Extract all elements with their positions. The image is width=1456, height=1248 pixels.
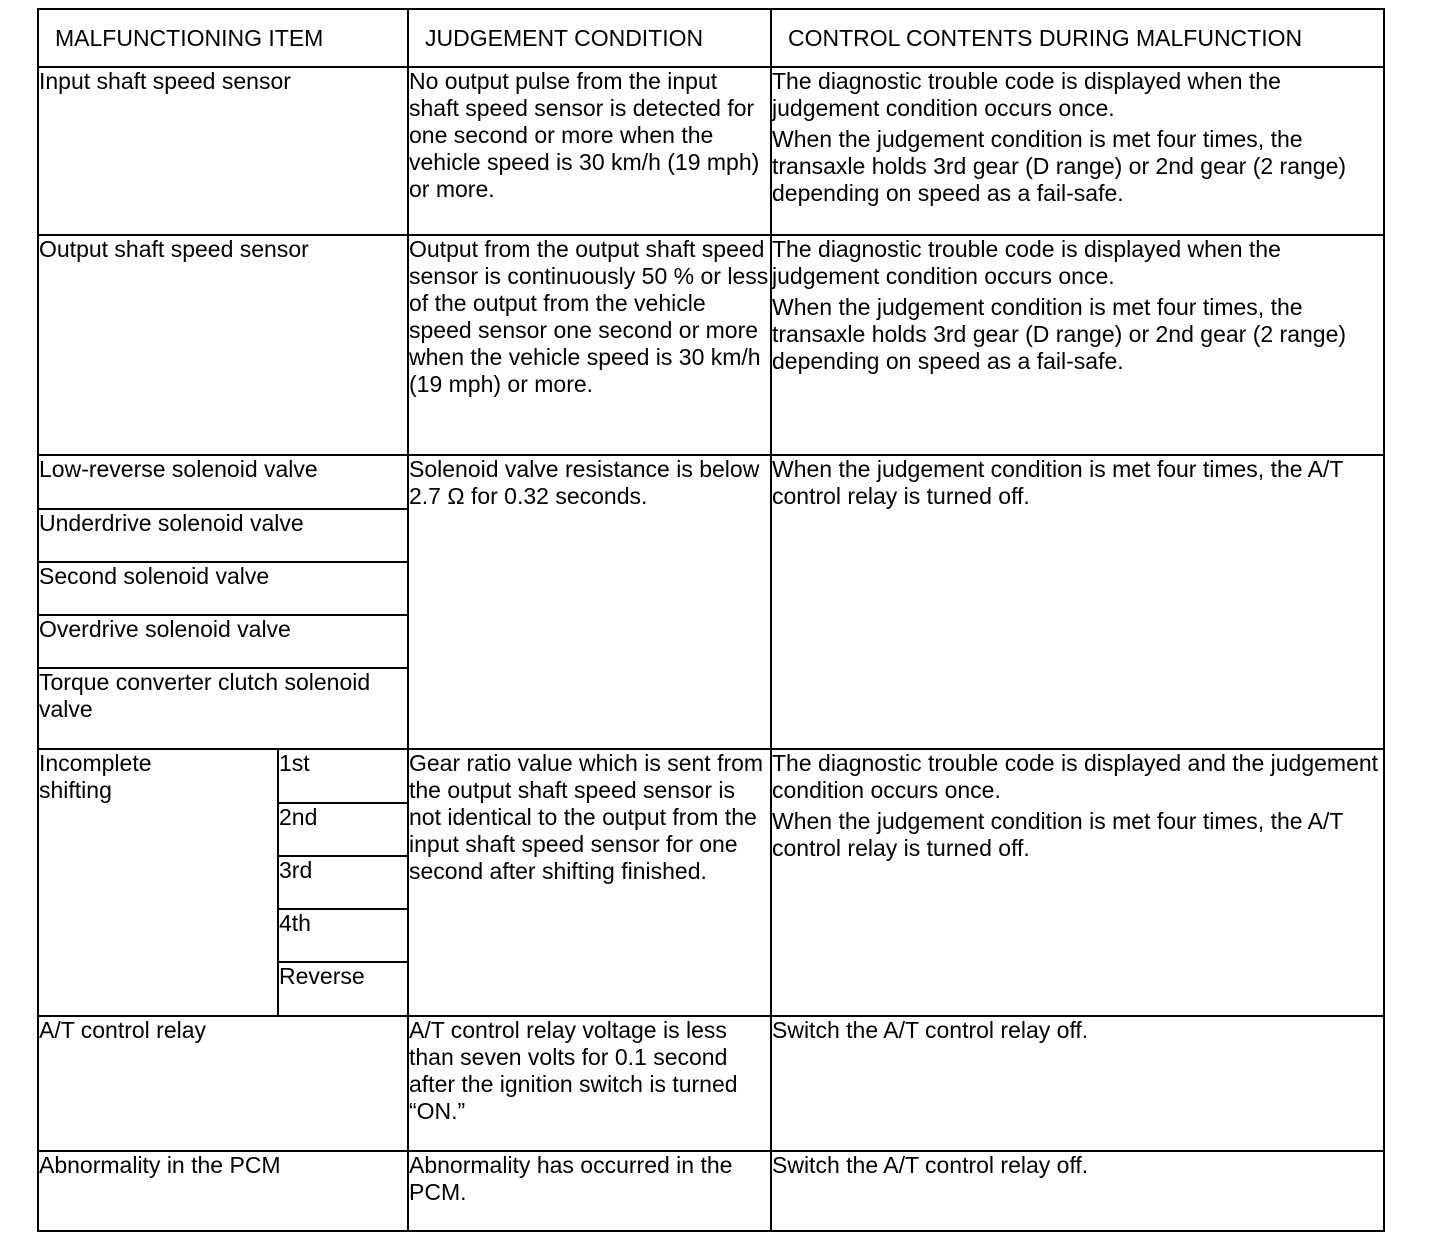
item-cell: A/T control relay (38, 1016, 408, 1151)
table-row (38, 235, 1384, 455)
item-cell: Incomplete shifting (38, 749, 278, 1016)
condition-cell: Abnormality has occurred in the PCM. (408, 1151, 771, 1231)
item-cell: Underdrive solenoid valve (38, 509, 408, 562)
condition-cell: Solenoid valve resistance is below 2.7 Ω for 0.32 seconds. (408, 455, 771, 749)
control-text: The diagnostic trouble code is displayed when the judgement condition occurs once. (772, 68, 1281, 121)
control-cell (771, 235, 1384, 455)
item-cell: Second solenoid valve (38, 562, 408, 615)
item-cell: Torque converter clutch solenoid valve (38, 668, 408, 749)
header-malfunctioning-item: MALFUNCTIONING ITEM (38, 9, 408, 67)
gear-cell: 4th (278, 909, 408, 962)
condition-cell: Gear ratio value which is sent from the output shaft speed sensor is not identical to the output from the input shaft speed sensor for one second after shifting finished. (408, 749, 771, 1016)
gear-cell: 2nd (278, 803, 408, 856)
control-cell: Switch the A/T control relay off. (771, 1151, 1384, 1231)
control-cell (771, 749, 1384, 1016)
gear-cell: Reverse (278, 962, 408, 1016)
header-control-contents: CONTROL CONTENTS DURING MALFUNCTION (771, 9, 1384, 67)
item-cell: Abnormality in the PCM (38, 1151, 408, 1231)
table-row (38, 749, 1384, 803)
condition-cell: Output from the output shaft speed sensor is continuously 50 % or less of the output from the vehicle speed sensor one second or more when the vehicle speed is 30 km/h (19 mph) or more. (408, 235, 771, 455)
condition-cell: No output pulse from the input shaft speed sensor is detected for one second or more when the vehicle speed is 30 km/h (19 mph) or more. (408, 67, 771, 235)
table-row (38, 67, 1384, 235)
control-text: The diagnostic trouble code is displayed and the judgement condition occurs once. (772, 750, 1379, 803)
condition-cell: A/T control relay voltage is less than seven volts for 0.1 second after the ignition switch is turned “ON.” (408, 1016, 771, 1151)
item-cell: Output shaft speed sensor (38, 235, 408, 455)
malfunction-table (37, 8, 1385, 1232)
item-cell: Input shaft speed sensor (38, 67, 408, 235)
item-cell: Low-reverse solenoid valve (38, 455, 408, 509)
table-row (38, 455, 1384, 509)
header-judgement-condition: JUDGEMENT CONDITION (408, 9, 771, 67)
header-row (38, 9, 1384, 67)
gear-cell: 1st (278, 749, 408, 803)
gear-cell: 3rd (278, 856, 408, 909)
control-text: When the judgement condition is met four times, the transaxle holds 3rd gear (D range) or 2nd gear (2 range) depending on speed as a fail-safe. (772, 294, 1347, 374)
table-row (38, 1151, 1384, 1231)
table-row (38, 1016, 1384, 1151)
control-text: When the judgement condition is met four times, the transaxle holds 3rd gear (D range) or 2nd gear (2 range) depending on speed as a fail-safe. (772, 126, 1347, 206)
control-cell: Switch the A/T control relay off. (771, 1016, 1384, 1151)
control-text: When the judgement condition is met four times, the A/T control relay is turned off. (772, 808, 1344, 861)
control-cell: When the judgement condition is met four times, the A/T control relay is turned off. (771, 455, 1384, 749)
item-cell: Overdrive solenoid valve (38, 615, 408, 668)
control-text: The diagnostic trouble code is displayed when the judgement condition occurs once. (772, 236, 1281, 289)
control-cell (771, 67, 1384, 235)
